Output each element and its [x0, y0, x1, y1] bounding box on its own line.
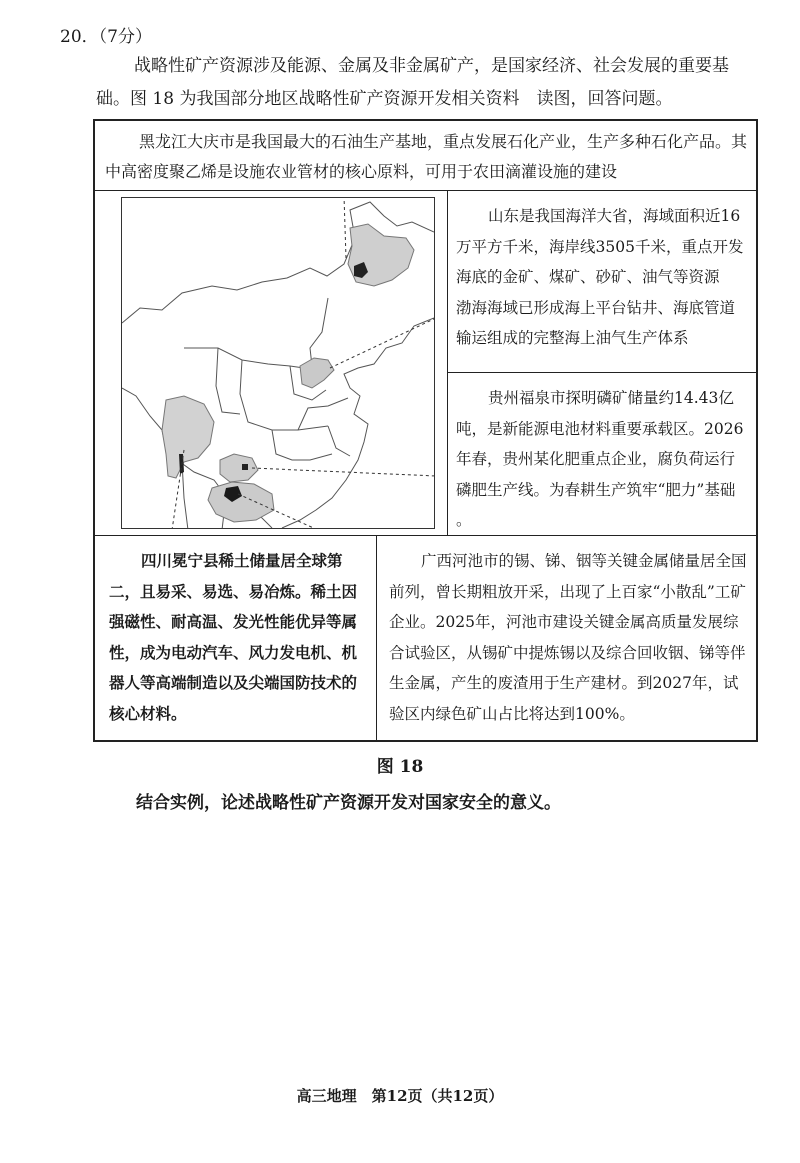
guangxi-region [208, 482, 274, 522]
question-number: 20．（7分） [60, 27, 152, 47]
sichuan-text: 四川冕宁县稀土储量居全球第二，且易采、易选、易冶炼。稀土因强磁性、耐高温、发光性能优异等属性，成为电动汽车、风力发电机、机器人等高端制造以及尖端国防技术的核心材料。 [109, 551, 358, 723]
figure-caption: 图 18 [376, 757, 424, 777]
leader-shandong [330, 318, 435, 368]
shandong-text: 山东是我国海洋大省，海域面积近16万平方千米，海岸线3505千米，重点开发海底的金矿、煤矿、砂矿、油气等资源 渤海海域已形成海上平台钻井、海底管道输运组成的完整海上油气生产体系 [456, 207, 744, 347]
china-map-svg [122, 198, 435, 529]
leader-heilongjiang [344, 198, 346, 258]
shandong-text-box [448, 191, 756, 373]
page-footer: 高三地理 第12页（共12页） [296, 1087, 504, 1105]
heilongjiang-text-box [95, 121, 756, 191]
fuquan-marker [242, 464, 248, 470]
province-line-4 [298, 398, 348, 430]
guizhou-text-box [448, 373, 756, 536]
province-line-5 [216, 348, 240, 414]
china-map [121, 197, 435, 529]
question-intro [96, 50, 764, 116]
heilongjiang-text: 黑龙江大庆市是我国最大的石油生产基地，重点发展石化产业，生产多种石化产品。其中高密度聚乙烯是设施农业管材的核心原料，可用于农田滴灌设施的建设 [105, 132, 748, 181]
sichuan-text-box [95, 536, 377, 742]
sichuan-region [162, 396, 214, 478]
guangxi-text: 广西河池市的锡、锑、铟等关键金属储量居全国前列，曾长期粗放开采，出现了上百家“小散乱”工矿企业。2025年，河池市建设关键金属高质量发展综合试验区，从锡矿中提炼锡以及综合回收铟、锑等伴生金属，产生的废渣用于生产建材。到2027年，试验区内绿色矿山占比将达到100%。 [389, 552, 747, 723]
coastline [282, 318, 434, 528]
guizhou-text: 贵州福泉市探明磷矿储量约14.43亿吨，是新能源电池材料重要承载区。2026年春，贵州某化肥重点企业，腐负荷运行磷肥生产线。为春耕生产筑牢“肥力”基础 。 [456, 389, 744, 529]
guangxi-text-box [377, 536, 756, 742]
province-line-7 [328, 426, 350, 456]
question-task: 结合实例，论述战略性矿产资源开发对国家安全的意义。 [136, 793, 561, 813]
leader-guizhou [252, 468, 435, 476]
figure-18 [93, 119, 758, 742]
shandong-region [300, 358, 334, 388]
province-line-10 [310, 298, 328, 366]
map-cell [95, 191, 448, 536]
intro-line-1: 战略性矿产资源涉及能源、金属及非金属矿产，是国家经济、社会发展的重要基 [134, 56, 729, 76]
intro-line-2: 础。图 18 为我国部分地区战略性矿产资源开发相关资料 读图，回答问题。 [96, 89, 673, 109]
province-line-3 [272, 430, 332, 460]
province-line-1 [184, 348, 318, 370]
